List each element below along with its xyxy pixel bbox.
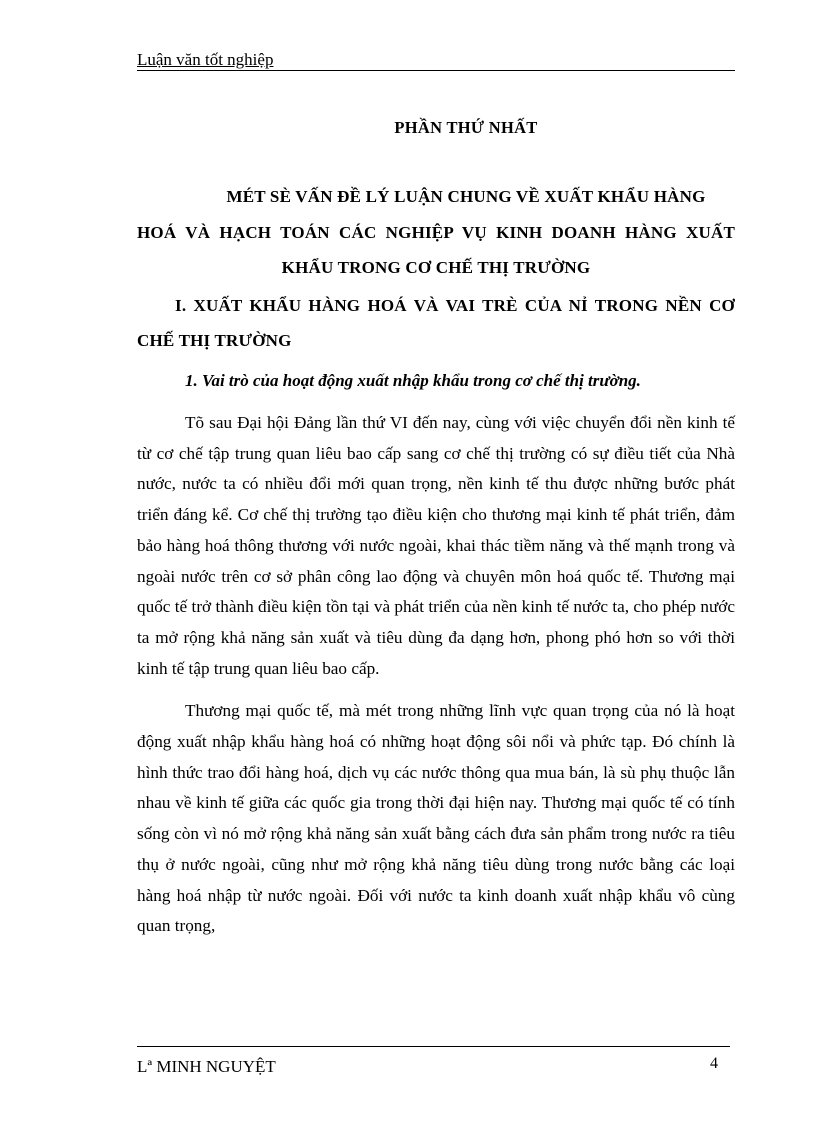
page-header xyxy=(137,50,735,71)
section-title: I. XUẤT KHẨU HÀNG HOÁ VÀ VAI TRÈ CỦA NỈ TRONG NỀN CƠ CHẾ THỊ TRƯỜNG xyxy=(137,295,735,350)
header-title: Luận văn tốt nghiệp xyxy=(137,50,274,69)
paragraph-2: Thương mại quốc tế, mà mét trong những lĩnh vực quan trọng của nó là hoạt động xuất nhập khẩu hàng hoá có những hoạt động sôi nổi và phức tạp. Đó chính là hình thức trao đổi hàng hoá, dịch vụ các nước thông qua mua bán, là sù phụ thuộc lẫn nhau về kinh tế giữa các quốc gia trong thời đại hiện nay. Thương mại quốc tế có tính sống còn vì nó mở rộng khả năng sản xuất bằng cách đưa sản phẩm trong nước ra tiêu thụ ở nước ngoài, cũng như mở rộng khả năng tiêu dùng trong nước bằng các loại hàng hoá nhập từ nước ngoài. Đối với nước ta kinh doanh xuất nhập khẩu vô cùng quan trọng, xyxy=(137,701,735,936)
page-number: 4 xyxy=(710,1055,718,1072)
subsection-title: 1. Vai trò của hoạt động xuất nhập khẩu trong cơ chế thị trường. xyxy=(185,370,641,390)
chapter-title-line-2: HOÁ VÀ HẠCH TOÁN CÁC NGHIỆP VỤ KINH DOANH HÀNG XUẤT xyxy=(137,222,735,242)
chapter-title-line-3: KHẨU TRONG CƠ CHẾ THỊ TRƯỜNG xyxy=(281,258,591,277)
part-title: PHẦN THỨ NHẤT xyxy=(394,118,538,137)
chapter-title xyxy=(137,179,735,286)
chapter-title-line-1: MÉT SÈ VẤN ĐỀ LÝ LUẬN CHUNG VỀ XUẤT KHẨU HÀNG xyxy=(226,187,706,206)
page-footer xyxy=(137,1046,730,1077)
paragraph-1: Tõ sau Đại hội Đảng lần thứ VI đến nay, cùng với việc chuyển đổi nền kinh tế từ cơ chế tập trung quan liêu bao cấp sang cơ chế thị trường có sự điều tiết của Nhà nước, nước ta có nhiều đổi mới quan trọng, nền kinh tế thu được những bước phát triển đáng kể. Cơ chế thị trường tạo điều kiện cho thương mại kinh tế phát triển, đảm bảo hàng hoá thông thương với nước ngoài, khai thác tiềm năng và thế mạnh trong và ngoài nước trên cơ sở phân công lao động và chuyên môn hoá quốc tế. Thương mại quốc tế trở thành điều kiện tồn tại và phát triển của nền kinh tế nước ta, cho phép nước ta mở rộng khả năng sản xuất và tiêu dùng đa dạng hơn, phong phó hơn so với thời kinh tế tập trung quan liêu bao cấp. xyxy=(137,413,735,678)
footer-author: Lª MINH NGUYỆT xyxy=(137,1057,276,1076)
document-body xyxy=(137,115,735,942)
